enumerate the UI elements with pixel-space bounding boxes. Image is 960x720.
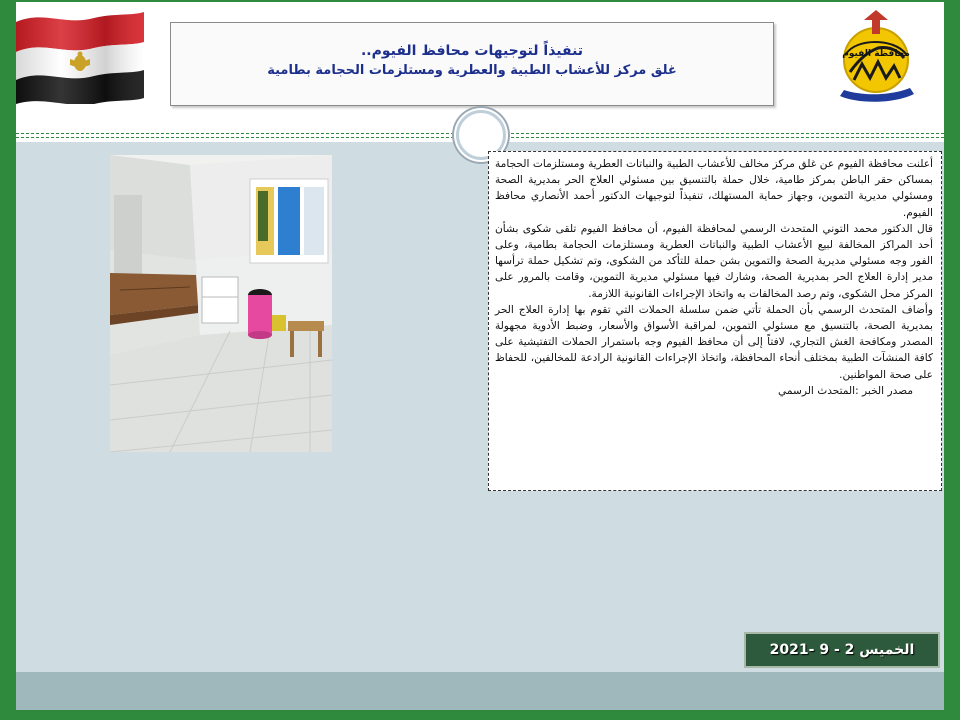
article-paragraph: أعلنت محافظة الفيوم عن غلق مركز مخالف للأعشاب الطبية والنباتات العطرية ومستلزمات الحجامة بمساكن حقر الباطن بمركز طامية، خلال حملة بالتنسيق بين مسئولي العلاج الحر بمديرية الصحة ومسئولي مديرية التموين، وجهاز حماية المستهلك، تنفيذاً لتوجيهات الدكتور أحمد الأنصاري محافظ الفيوم. bbox=[495, 158, 933, 219]
headline-line1: تنفيذاً لتوجيهات محافظ الفيوم.. bbox=[360, 43, 584, 59]
clinic-room-photo bbox=[110, 155, 332, 452]
article-source: مصدر الخبر :المتحدث الرسمي bbox=[778, 384, 913, 397]
fayoum-governorate-logo-icon bbox=[834, 8, 918, 104]
headline-line2: غلق مركز للأعشاب الطبية والعطرية ومستلزمات الحجامة بطامية bbox=[267, 63, 677, 78]
egypt-flag-icon bbox=[14, 8, 146, 104]
headline-box bbox=[170, 22, 774, 106]
article-paragraph: قال الدكتور محمد التوني المتحدث الرسمي لمحافظة الفيوم، أن محافظ الفيوم تلقى شكوى بشأن أحد المراكز المخالفة لبيع الأعشاب الطبية والنباتات العطرية ومستلزمات الحجامة بطامية، وعلى الفور وجه مسئولي مديرية الصحة والتموين بشن حملة للتأكد من الشكوى، وتم تشكيل حملة ترأسها مدير إدارة العلاج الحر بمديرية الصحة، وشارك فيها مسئولي مديرية التموين، وقامت بالمرور على المركز محل الشكوى، وتم رصد المخالفات به واتخاذ الإجراءات القانونية اللازمة. bbox=[495, 222, 933, 300]
logo-text: محافظة الفيوم bbox=[842, 49, 910, 59]
date-badge: الخميس 2 - 9 -2021 bbox=[744, 632, 940, 668]
bottom-band bbox=[16, 672, 944, 710]
article-body bbox=[488, 151, 942, 491]
article-paragraph: وأضاف المتحدث الرسمي بأن الحملة تأتي ضمن سلسلة الحملات التي تقوم بها إدارة العلاج الحر بمديرية الصحة، بالتنسيق مع مسئولي التموين، لمراقبة الأسواق والأسعار، وضبط الأدوية مجهولة المصدر ومكافحة الغش التجاري، لافتاً إلى أن محافظ الفيوم وجه باستمرار الحملات التفتيشية على كافة المنشآت الطبية بمختلف أنحاء المحافظة، واتخاذ الإجراءات القانونية الرادعة للمخالفين، للحفاظ على صحة المواطنين. bbox=[495, 303, 933, 381]
